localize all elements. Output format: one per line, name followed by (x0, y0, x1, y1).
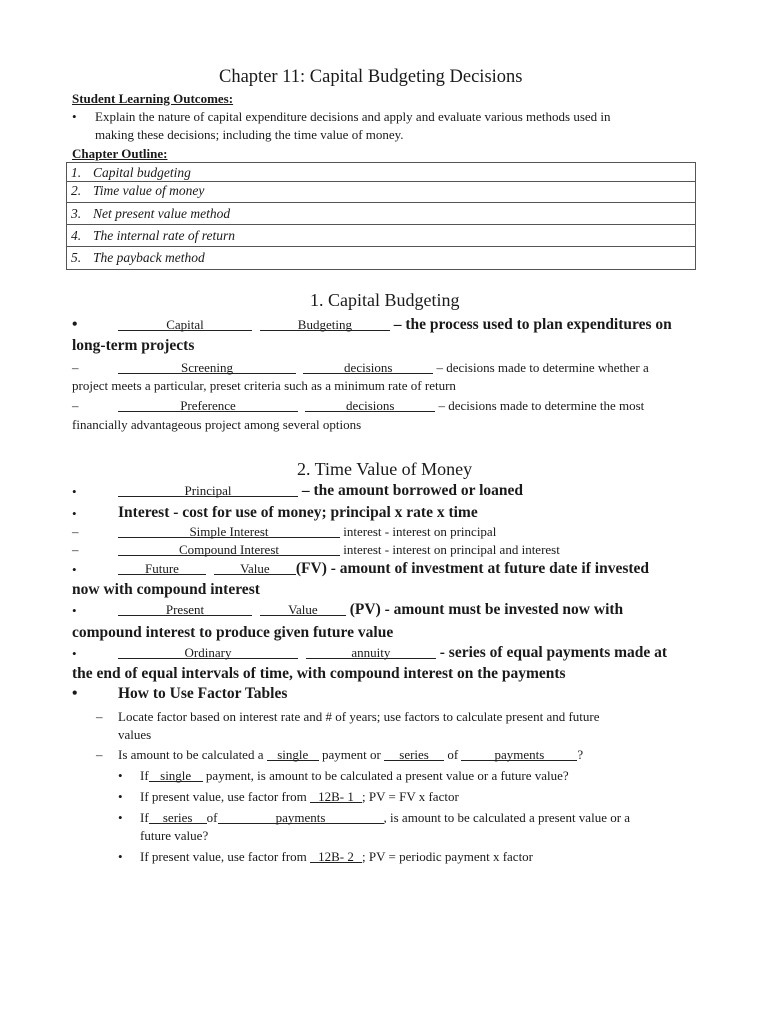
slo-heading: Student Learning Outcomes: (72, 91, 234, 106)
blank-answer: annuity (306, 645, 436, 661)
question-text: ; PV = periodic payment x factor (362, 849, 534, 864)
blank-answer: single (149, 768, 203, 784)
definition-text: (FV) - amount of investment at future date if invested (295, 560, 650, 577)
outline-num: 4. (71, 228, 82, 243)
factor-sub-question (140, 789, 459, 805)
outline-num: 3. (71, 206, 82, 221)
bullet: • (72, 685, 78, 702)
definition-principal (118, 482, 523, 500)
bullet: • (118, 810, 123, 825)
slo-text-line1: Explain the nature of capital expenditure decisions and apply and evaluate various methods used in (95, 109, 611, 124)
question-text: If (140, 768, 149, 783)
blank-answer: Principal (118, 483, 298, 499)
factor-sub-question (140, 849, 533, 865)
outline-row (67, 247, 695, 269)
dash: – (72, 398, 79, 413)
definition-text-line2: long-term projects (72, 337, 195, 354)
blank-answer: payments (218, 810, 384, 826)
question-text: ; PV = FV x factor (362, 789, 459, 804)
blank-answer: Value (214, 561, 296, 577)
blank-answer: 12B- 1 (310, 789, 362, 805)
definition-capital-budgeting (118, 316, 672, 334)
question-text: ? (577, 747, 584, 762)
definition-future-value (118, 560, 649, 578)
definition-text-line2: financially advantageous project among several options (72, 417, 362, 432)
factor-question (118, 747, 583, 763)
definition-text: (PV) - amount must be invested now with (349, 601, 624, 618)
blank-answer: decisions (305, 398, 435, 414)
outline-row (67, 203, 695, 225)
dash: – (72, 360, 79, 375)
outline-num: 2. (71, 183, 82, 198)
outline-row (67, 182, 695, 203)
factor-sub-question (140, 810, 630, 826)
page-title: Chapter 11: Capital Budgeting Decisions (219, 67, 523, 87)
blank-answer: 12B- 2 (310, 849, 362, 865)
blank-answer: Value (260, 602, 346, 618)
definition-text: – the amount borrowed or loaned (301, 482, 524, 499)
factor-sub-question (140, 768, 569, 784)
definition-text: - series of equal payments made at (439, 644, 668, 661)
question-text: If present value, use factor from (140, 849, 307, 864)
dash: – (96, 709, 103, 724)
definition-text-line2: project meets a particular, preset criteria such as a minimum rate of return (72, 378, 456, 393)
blank-answer: Future (118, 561, 206, 577)
definition-simple-interest (118, 524, 496, 540)
definition-text: – decisions made to determine the most (438, 398, 645, 413)
blank-answer: single (267, 747, 319, 763)
factor-step-text: Locate factor based on interest rate and # of years; use factors to calculate present and future (118, 709, 600, 724)
definition-compound-interest (118, 542, 560, 558)
blank-answer: Simple Interest (118, 524, 340, 540)
definition-text: interest - interest on principal and interest (343, 542, 560, 557)
outline-text: The internal rate of return (93, 228, 235, 243)
question-text: payment or (321, 747, 381, 762)
blank-answer: Budgeting (260, 317, 390, 333)
definition-present-value (118, 601, 623, 619)
definition-preference (118, 398, 644, 414)
question-text: If present value, use factor from (140, 789, 307, 804)
question-text: of (447, 747, 459, 762)
blank-answer: Compound Interest (118, 542, 340, 558)
blank-answer: Ordinary (118, 645, 298, 661)
bullet: • (72, 603, 77, 618)
bullet: • (72, 506, 77, 521)
outline-text: Capital budgeting (93, 165, 191, 180)
blank-answer: series (384, 747, 444, 763)
question-text: If (140, 810, 149, 825)
bullet: • (72, 316, 78, 333)
bullet: • (72, 646, 77, 661)
blank-answer: series (149, 810, 207, 826)
factor-tables-heading: How to Use Factor Tables (118, 685, 288, 702)
outline-table (66, 162, 696, 270)
section-heading-time-value: 2. Time Value of Money (297, 459, 473, 479)
outline-heading: Chapter Outline: (72, 146, 168, 161)
slo-bullet: • (72, 109, 77, 124)
outline-text: The payback method (93, 250, 205, 265)
outline-text: Net present value method (93, 206, 231, 221)
blank-answer: decisions (303, 360, 433, 376)
factor-step-text-line2: values (118, 727, 152, 742)
outline-row (67, 163, 695, 182)
dash: – (96, 747, 103, 762)
outline-num: 5. (71, 250, 82, 265)
bullet: • (72, 562, 77, 577)
bullet: • (72, 484, 77, 499)
question-text: Is amount to be calculated a (118, 747, 264, 762)
bullet: • (118, 789, 123, 804)
blank-answer: Capital (118, 317, 252, 333)
blank-answer: Screening (118, 360, 296, 376)
blank-answer: Preference (118, 398, 298, 414)
bullet: • (118, 768, 123, 783)
factor-sub-question-line2: future value? (140, 828, 209, 843)
blank-answer: Present (118, 602, 252, 618)
slo-text-line2: making these decisions; including the time value of money. (95, 127, 404, 142)
definition-ordinary-annuity (118, 644, 667, 662)
definition-text-line2: now with compound interest (72, 581, 260, 598)
bullet: • (118, 849, 123, 864)
question-text: , is amount to be calculated a present value or a (383, 810, 631, 825)
interest-definition: Interest - cost for use of money; principal x rate x time (118, 504, 478, 521)
dash: – (72, 542, 79, 557)
definition-text: – the process used to plan expenditures on (393, 316, 672, 333)
definition-text-line2: compound interest to produce given future value (72, 624, 394, 641)
definition-screening (118, 360, 649, 376)
section-heading-capital-budgeting: 1. Capital Budgeting (310, 290, 460, 310)
definition-text: – decisions made to determine whether a (436, 360, 649, 375)
question-text: of (206, 810, 218, 825)
outline-text: Time value of money (93, 183, 205, 198)
outline-num: 1. (71, 165, 82, 180)
outline-row (67, 225, 695, 247)
definition-text: interest - interest on principal (343, 524, 497, 539)
definition-text-line2: the end of equal intervals of time, with compound interest on the payments (72, 665, 566, 682)
question-text: payment, is amount to be calculated a present value or a future value? (205, 768, 569, 783)
dash: – (72, 524, 79, 539)
blank-answer: payments (461, 747, 577, 763)
